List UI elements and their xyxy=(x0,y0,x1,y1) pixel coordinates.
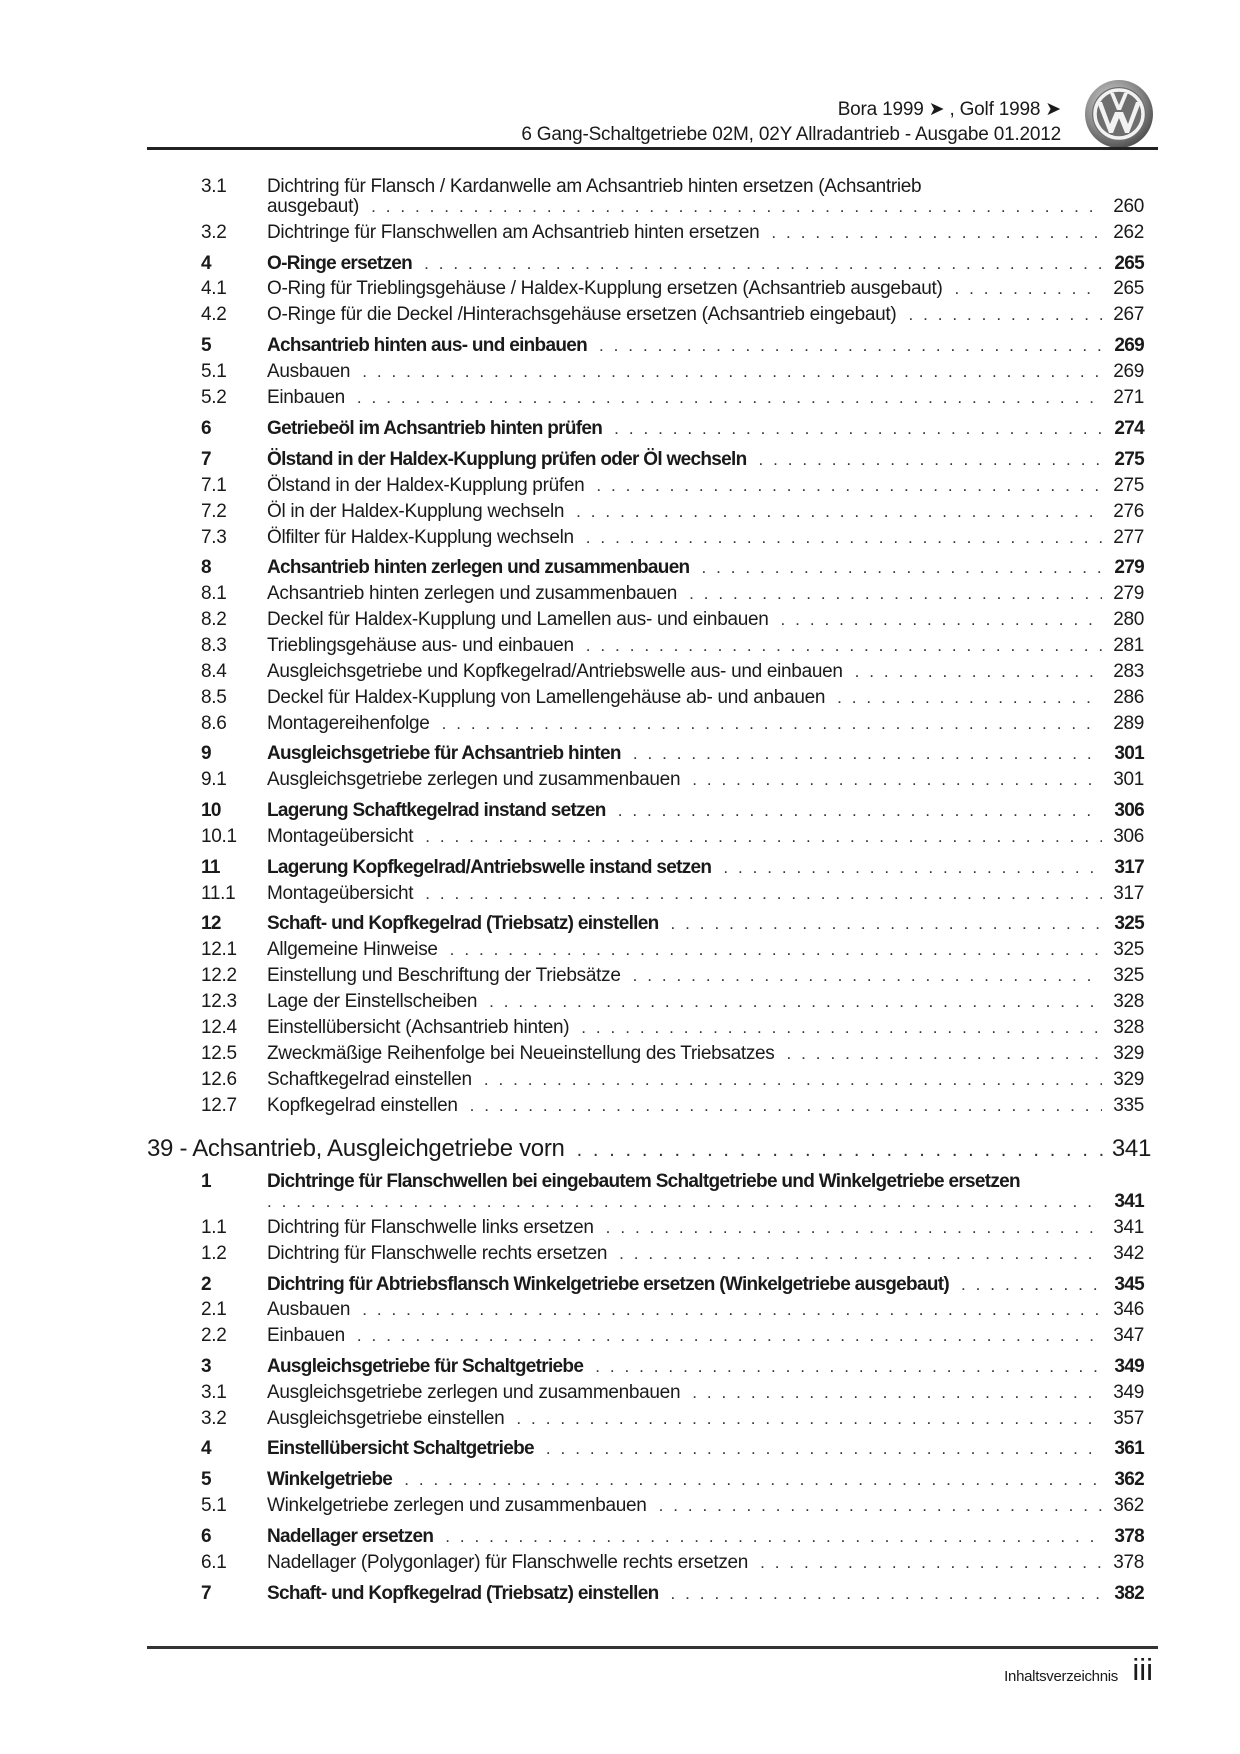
toc-entry-page: 378 xyxy=(1114,1526,1144,1547)
toc-entry[interactable] xyxy=(0,1297,1240,1323)
toc-entry-page: 269 xyxy=(1114,335,1144,356)
dot-leader xyxy=(595,1354,1102,1380)
toc-entry-title: Dichtring für Flansch / Kardanwelle am Achsantrieb hinten ersetzen (Achsantrieb xyxy=(267,176,922,197)
dot-leader xyxy=(576,499,1102,525)
toc-entry-number: 12.2 xyxy=(201,965,237,986)
toc-entry-title: Einstellübersicht Schaltgetriebe xyxy=(267,1438,534,1459)
toc-entry-number: 8.5 xyxy=(201,687,227,708)
toc-entry[interactable] xyxy=(0,302,1240,328)
dot-leader xyxy=(692,1380,1102,1406)
footer-divider xyxy=(147,1646,1158,1649)
toc-entry-number: 5.1 xyxy=(201,361,227,382)
vw-logo-icon xyxy=(1083,78,1155,150)
toc-entry-section[interactable] xyxy=(0,416,1240,442)
toc-entry-page: 362 xyxy=(1113,1495,1144,1516)
toc-entry-title: Ausgleichsgetriebe und Kopfkegelrad/Antriebswelle aus- und einbauen xyxy=(267,661,843,682)
toc-entry-number: 10 xyxy=(201,800,221,821)
chapter-title: 39 - Achsantrieb, Ausgleichgetriebe vorn xyxy=(147,1135,565,1162)
dot-leader xyxy=(489,989,1102,1015)
toc-entry-page: 328 xyxy=(1113,1017,1144,1038)
toc-entry-number: 3.2 xyxy=(201,1408,227,1429)
dot-leader xyxy=(671,1581,1102,1607)
toc-entry-number: 12.5 xyxy=(201,1043,237,1064)
dot-leader xyxy=(357,1323,1102,1349)
toc-entry-title: Ausgleichsgetriebe für Schaltgetriebe xyxy=(267,1356,584,1377)
toc-entry-number: 5.1 xyxy=(201,1495,227,1516)
dot-leader xyxy=(484,1067,1102,1093)
toc-entry-page: 342 xyxy=(1113,1243,1144,1264)
toc-entry-title: Ausgleichsgetriebe zerlegen und zusammenbauen xyxy=(267,1382,681,1403)
toc-entry-title: Ausgleichsgetriebe zerlegen und zusammenbauen xyxy=(267,769,681,790)
toc-entry[interactable] xyxy=(0,276,1240,302)
toc-entry[interactable] xyxy=(0,1493,1240,1519)
toc-entry-title: Winkelgetriebe xyxy=(267,1469,393,1490)
toc-entry-section[interactable] xyxy=(0,1524,1240,1550)
toc-entry[interactable] xyxy=(0,1406,1240,1432)
dot-leader xyxy=(362,1297,1102,1323)
toc-entry-page: 281 xyxy=(1113,635,1144,656)
toc-entry-title: Montageübersicht xyxy=(267,826,414,847)
toc-entry-page: 306 xyxy=(1114,800,1144,821)
toc-entry[interactable] xyxy=(0,963,1240,989)
toc-entry-number: 4 xyxy=(201,253,211,274)
toc-entry-number: 6.1 xyxy=(201,1552,227,1573)
toc-entry-title: Lagerung Kopfkegelrad/Antriebswelle instand setzen xyxy=(267,857,712,878)
toc-entry-title: Ölstand in der Haldex-Kupplung prüfen oder Öl wechseln xyxy=(267,449,747,470)
toc-entry-title: Allgemeine Hinweise xyxy=(267,939,438,960)
toc-entry-page: 286 xyxy=(1113,687,1144,708)
toc-entry[interactable] xyxy=(0,385,1240,411)
toc-entry-number: 2.2 xyxy=(201,1325,227,1346)
dot-leader xyxy=(689,581,1102,607)
dot-leader xyxy=(470,1093,1102,1119)
toc-entry-section[interactable] xyxy=(0,1467,1240,1493)
dot-leader xyxy=(596,473,1102,499)
toc-entry-title: Dichtring für Flanschwelle rechts ersetzen xyxy=(267,1243,608,1264)
toc-entry-title: Ausbauen xyxy=(267,361,351,382)
dot-leader xyxy=(908,302,1102,328)
toc-entry-number: 7.3 xyxy=(201,527,227,548)
dot-leader xyxy=(723,855,1102,881)
toc-entry-page: 325 xyxy=(1113,965,1144,986)
toc-entry-number: 12.1 xyxy=(201,939,237,960)
dot-leader xyxy=(787,1041,1103,1067)
toc-entry-title: Ölstand in der Haldex-Kupplung prüfen xyxy=(267,475,585,496)
dot-leader xyxy=(599,333,1102,359)
toc-entry-title: Schaft- und Kopfkegelrad (Triebsatz) einstellen xyxy=(267,913,659,934)
toc-entry[interactable] xyxy=(0,607,1240,633)
toc-entry-page: 378 xyxy=(1113,1552,1144,1573)
toc-entry-title: Trieblingsgehäuse aus- und einbauen xyxy=(267,635,574,656)
toc-entry-title: Dichtring für Abtriebsflansch Winkelgetriebe ersetzen (Winkelgetriebe ausgebaut) xyxy=(267,1274,949,1295)
dot-leader xyxy=(837,685,1102,711)
toc-entry-number: 12.3 xyxy=(201,991,237,1012)
toc-entry-number: 10.1 xyxy=(201,826,237,847)
toc-entry-title: Einbauen xyxy=(267,387,345,408)
dot-leader xyxy=(659,1493,1102,1519)
dot-leader xyxy=(267,1189,1102,1215)
toc-entry-number: 3.1 xyxy=(201,1382,227,1403)
toc-entry[interactable] xyxy=(0,685,1240,711)
toc-entry-page: 341 xyxy=(1113,1217,1144,1238)
toc-entry-title: Winkelgetriebe zerlegen und zusammenbauen xyxy=(267,1495,647,1516)
toc-entry-title: Schaft- und Kopfkegelrad (Triebsatz) einstellen xyxy=(267,1583,659,1604)
toc-entry-title-cont: ausgebaut) xyxy=(267,196,360,217)
header-divider xyxy=(147,147,1158,150)
dot-leader xyxy=(445,1524,1102,1550)
dot-leader xyxy=(758,447,1102,473)
toc-entry[interactable] xyxy=(0,359,1240,385)
toc-entry-section[interactable] xyxy=(0,1354,1240,1380)
toc-entry[interactable] xyxy=(0,525,1240,551)
toc-entry-number: 5 xyxy=(201,1469,211,1490)
toc-entry-number: 2.1 xyxy=(201,1299,227,1320)
toc-entry-page: 265 xyxy=(1113,278,1144,299)
toc-entry-number: 3.1 xyxy=(201,176,227,197)
dot-leader xyxy=(701,555,1102,581)
toc-entry-page: 271 xyxy=(1113,387,1144,408)
toc-entry[interactable] xyxy=(0,220,1240,246)
dot-leader xyxy=(357,385,1102,411)
toc-entry[interactable] xyxy=(0,1241,1240,1267)
toc-entry-title: Einbauen xyxy=(267,1325,345,1346)
toc-entry-page: 279 xyxy=(1114,557,1144,578)
dot-leader xyxy=(961,1272,1102,1298)
toc-entry-number: 8.6 xyxy=(201,713,227,734)
toc-entry-number: 6 xyxy=(201,1526,211,1547)
toc-entry-number: 1 xyxy=(201,1171,211,1192)
toc-entry-number: 1.1 xyxy=(201,1217,227,1238)
dot-leader xyxy=(424,251,1102,277)
dot-leader xyxy=(692,767,1102,793)
toc-entry-page: 346 xyxy=(1113,1299,1144,1320)
dot-leader xyxy=(586,525,1102,551)
toc-entry-number: 11.1 xyxy=(201,883,236,904)
toc-entry-title: Öl in der Haldex-Kupplung wechseln xyxy=(267,501,565,522)
toc-entry-title: Einstellübersicht (Achsantrieb hinten) xyxy=(267,1017,570,1038)
toc-entry-title: Nadellager (Polygonlager) für Flanschwelle rechts ersetzen xyxy=(267,1552,749,1573)
toc-entry-page: 269 xyxy=(1113,361,1144,382)
toc-entry-title: Schaftkegelrad einstellen xyxy=(267,1069,472,1090)
toc-entry-title: Lagerung Schaftkegelrad instand setzen xyxy=(267,800,606,821)
toc-entry-section[interactable] xyxy=(0,555,1240,581)
toc-entry[interactable] xyxy=(0,499,1240,525)
toc-entry-number: 4.2 xyxy=(201,304,227,325)
toc-entry-number: 5 xyxy=(201,335,211,356)
dot-leader xyxy=(619,1241,1102,1267)
dot-leader xyxy=(771,220,1102,246)
dot-leader xyxy=(450,937,1102,963)
toc-entry-page: 267 xyxy=(1113,304,1144,325)
toc-entry[interactable] xyxy=(0,1015,1240,1041)
toc-entry-title: Kopfkegelrad einstellen xyxy=(267,1095,458,1116)
toc-entry-number: 12.4 xyxy=(201,1017,237,1038)
dot-leader xyxy=(606,1215,1102,1241)
toc-entry-title: O-Ringe für die Deckel /Hinterachsgehäuse ersetzen (Achsantrieb eingebaut) xyxy=(267,304,897,325)
toc-entry-number: 7 xyxy=(201,1583,211,1604)
toc-entry-page: 361 xyxy=(1114,1438,1144,1459)
dot-leader xyxy=(586,633,1102,659)
toc-entry-page: 362 xyxy=(1114,1469,1144,1490)
toc-entry-title: Ausgleichsgetriebe einstellen xyxy=(267,1408,505,1429)
toc-entry-number: 1.2 xyxy=(201,1243,227,1264)
toc-entry-number: 8.1 xyxy=(201,583,227,604)
toc-entry[interactable] xyxy=(0,633,1240,659)
toc-entry-number: 9.1 xyxy=(201,769,227,790)
toc-entry-section[interactable] xyxy=(0,855,1240,881)
toc-entry-page: 279 xyxy=(1113,583,1144,604)
toc-entry-page: 317 xyxy=(1114,857,1144,878)
toc-entry-page: 341 xyxy=(1114,1191,1144,1212)
toc-entry-page: 289 xyxy=(1113,713,1144,734)
toc-entry-page: 274 xyxy=(1114,418,1144,439)
toc-entry-number: 12.7 xyxy=(201,1095,237,1116)
footer-page-number: iii xyxy=(1132,1652,1153,1687)
toc-entry-number: 7 xyxy=(201,449,211,470)
toc-entry-number: 4 xyxy=(201,1438,211,1459)
toc-entry-page: 347 xyxy=(1113,1325,1144,1346)
toc-entry-title: O-Ring für Trieblingsgehäuse / Haldex-Kupplung ersetzen (Achsantrieb ausgebaut) xyxy=(267,278,943,299)
dot-leader xyxy=(425,824,1102,850)
toc-entry[interactable] xyxy=(0,1041,1240,1067)
toc-entry-continuation[interactable] xyxy=(0,194,1240,220)
toc-entry-title: Achsantrieb hinten aus- und einbauen xyxy=(267,335,588,356)
toc-entry-page: 275 xyxy=(1114,449,1144,470)
toc-entry-page: 306 xyxy=(1113,826,1144,847)
dot-leader xyxy=(516,1406,1102,1432)
toc-entry-title: Nadellager ersetzen xyxy=(267,1526,434,1547)
toc-entry-title: Deckel für Haldex-Kupplung und Lamellen aus- und einbauen xyxy=(267,609,769,630)
toc-entry-section[interactable] xyxy=(0,741,1240,767)
dot-leader xyxy=(577,1135,1104,1165)
toc-entry-number: 4.1 xyxy=(201,278,227,299)
toc-entry-page: 275 xyxy=(1113,475,1144,496)
toc-entry-page: 265 xyxy=(1114,253,1144,274)
footer-section-label: Inhaltsverzeichnis xyxy=(1004,1668,1118,1685)
toc-entry-number: 12.6 xyxy=(201,1069,237,1090)
toc-entry[interactable] xyxy=(0,937,1240,963)
toc-entry-number: 11 xyxy=(201,857,220,878)
toc-entry-title: Achsantrieb hinten zerlegen und zusammenbauen xyxy=(267,557,690,578)
toc-entry-page: 349 xyxy=(1113,1382,1144,1403)
dot-leader xyxy=(614,416,1102,442)
toc-entry-title: Ausgleichsgetriebe für Achsantrieb hinten xyxy=(267,743,621,764)
toc-entry-section[interactable] xyxy=(0,1272,1240,1298)
toc-entry-title: Ölfilter für Haldex-Kupplung wechseln xyxy=(267,527,574,548)
toc-entry-page: 277 xyxy=(1113,527,1144,548)
dot-leader xyxy=(671,911,1102,937)
dot-leader xyxy=(371,194,1102,220)
toc-entry-number: 8.2 xyxy=(201,609,227,630)
toc-entry-section[interactable] xyxy=(0,798,1240,824)
toc-entry-page: 335 xyxy=(1113,1095,1144,1116)
toc-entry-section[interactable] xyxy=(0,447,1240,473)
dot-leader xyxy=(442,711,1102,737)
dot-leader xyxy=(581,1015,1102,1041)
toc-entry-number: 7.1 xyxy=(201,475,227,496)
toc-entry-page: 276 xyxy=(1113,501,1144,522)
toc-entry-page: 283 xyxy=(1113,661,1144,682)
toc-entry-page: 317 xyxy=(1113,883,1144,904)
toc-entry-section[interactable] xyxy=(0,1581,1240,1607)
toc-entry-number: 7.2 xyxy=(201,501,227,522)
toc-entry[interactable] xyxy=(0,989,1240,1015)
toc-entry[interactable] xyxy=(0,473,1240,499)
dot-leader xyxy=(404,1467,1102,1493)
toc-entry[interactable] xyxy=(0,581,1240,607)
toc-entry-page: 349 xyxy=(1114,1356,1144,1377)
dot-leader xyxy=(633,741,1102,767)
toc-entry-page: 260 xyxy=(1113,196,1144,217)
toc-entry-title: Getriebeöl im Achsantrieb hinten prüfen xyxy=(267,418,603,439)
toc-entry-number: 2 xyxy=(201,1274,211,1295)
toc-entry-number: 3 xyxy=(201,1356,211,1377)
toc-entry-title: Lage der Einstellscheiben xyxy=(267,991,478,1012)
toc-entry-title: Montagereihenfolge xyxy=(267,713,430,734)
toc-entry[interactable] xyxy=(0,881,1240,907)
toc-entry[interactable] xyxy=(0,659,1240,685)
toc-entry-page: 262 xyxy=(1113,222,1144,243)
toc-entry-number: 6 xyxy=(201,418,211,439)
toc-entry-page: 280 xyxy=(1113,609,1144,630)
toc-entry-section[interactable] xyxy=(0,333,1240,359)
toc-entry-title: Montageübersicht xyxy=(267,883,414,904)
toc-entry-page: 325 xyxy=(1114,913,1144,934)
toc-entry[interactable] xyxy=(0,1215,1240,1241)
toc-entry-continuation[interactable] xyxy=(0,1189,1240,1215)
toc-entry-section[interactable] xyxy=(0,251,1240,277)
toc-entry[interactable] xyxy=(0,1067,1240,1093)
dot-leader xyxy=(781,607,1102,633)
toc-entry-number: 9 xyxy=(201,743,211,764)
dot-leader xyxy=(618,798,1102,824)
toc-entry-page: 325 xyxy=(1113,939,1144,960)
dot-leader xyxy=(633,963,1102,989)
toc-entry-page: 301 xyxy=(1114,743,1144,764)
toc-entry-page: 382 xyxy=(1114,1583,1144,1604)
toc-entry-number: 3.2 xyxy=(201,222,227,243)
toc-entry-number: 5.2 xyxy=(201,387,227,408)
toc-entry-number: 8.3 xyxy=(201,635,227,656)
toc-entry-page: 357 xyxy=(1113,1408,1144,1429)
toc-entry[interactable] xyxy=(0,711,1240,737)
toc-entry-page: 328 xyxy=(1113,991,1144,1012)
toc-entry[interactable] xyxy=(0,767,1240,793)
chapter-page: 341 xyxy=(1111,1135,1151,1162)
toc-entry-page: 329 xyxy=(1113,1043,1144,1064)
toc-entry[interactable] xyxy=(0,824,1240,850)
toc-entry[interactable] xyxy=(0,1323,1240,1349)
toc-entry[interactable] xyxy=(0,1380,1240,1406)
toc-entry-title: Dichtringe für Flanschwellen bei eingebautem Schaltgetriebe und Winkelgetriebe ersetzen xyxy=(267,1171,1020,1192)
dot-leader xyxy=(546,1436,1102,1462)
toc-entry-title: Deckel für Haldex-Kupplung von Lamellengehäuse ab- und anbauen xyxy=(267,687,826,708)
toc-entry-number: 8.4 xyxy=(201,661,227,682)
dot-leader xyxy=(954,276,1102,302)
toc-entry-section[interactable] xyxy=(0,911,1240,937)
dot-leader xyxy=(760,1550,1102,1576)
toc-entry-title: Dichtringe für Flanschwellen am Achsantrieb hinten ersetzen xyxy=(267,222,760,243)
toc-entry-page: 301 xyxy=(1113,769,1144,790)
toc-entry-title: Einstellung und Beschriftung der Triebsätze xyxy=(267,965,621,986)
toc-entry-title: O-Ringe ersetzen xyxy=(267,253,413,274)
toc-entry-page: 345 xyxy=(1114,1274,1144,1295)
toc-entry-title: Ausbauen xyxy=(267,1299,351,1320)
toc-entry-title: Dichtring für Flanschwelle links ersetzen xyxy=(267,1217,594,1238)
toc-chapter[interactable] xyxy=(0,1134,1240,1164)
toc-entry-title: Zweckmäßige Reihenfolge bei Neueinstellung des Triebsatzes xyxy=(267,1043,775,1064)
toc-entry-number: 8 xyxy=(201,557,211,578)
toc-entry-title: Achsantrieb hinten zerlegen und zusammenbauen xyxy=(267,583,678,604)
toc-entry[interactable] xyxy=(0,1093,1240,1119)
toc-entry-section[interactable] xyxy=(0,1436,1240,1462)
dot-leader xyxy=(362,359,1102,385)
toc-entry-number: 12 xyxy=(201,913,221,934)
dot-leader xyxy=(425,881,1102,907)
toc-entry-page: 329 xyxy=(1113,1069,1144,1090)
toc-entry[interactable] xyxy=(0,1550,1240,1576)
header-vehicle-models: Bora 1999 ➤ , Golf 1998 ➤ xyxy=(837,99,1061,120)
header-manual-title: 6 Gang-Schaltgetriebe 02M, 02Y Allradantrieb - Ausgabe 01.2012 xyxy=(521,124,1061,145)
dot-leader xyxy=(855,659,1102,685)
